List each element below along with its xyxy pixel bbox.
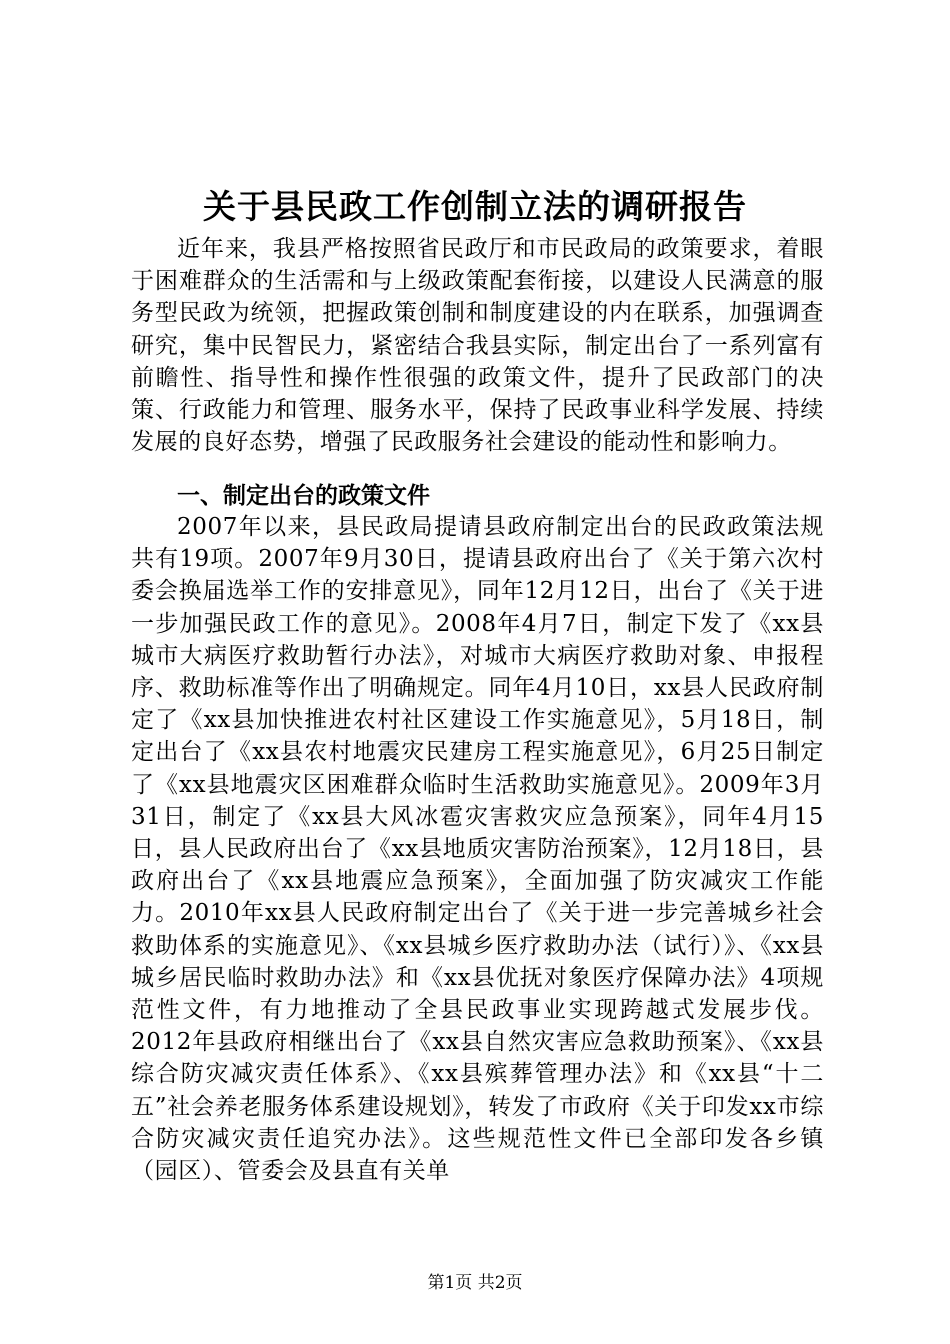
- intro-paragraph: 近年来，我县严格按照省民政厅和市民政局的政策要求，着眼于困难群众的生活需和与上级政策配套衔接，以建设人民满意的服务型民政为统领，把握政策创制和制度建设的内在联系，加强调查研究，集中民智民力，紧密结合我县实际，制定出台了一系列富有前瞻性、指导性和操作性很强的政策文件，提升了民政部门的决策、行政能力和管理、服务水平，保持了民政事业科学发展、持续发展的良好态势，增强了民政服务社会建设的能动性和影响力。: [131, 236, 824, 456]
- document-title: 关于县民政工作创制立法的调研报告: [203, 187, 747, 226]
- section-paragraph: 2007年以来，县民政局提请县政府制定出台的民政政策法规共有19项。2007年9月30日，提请县政府出台了《关于第六次村委会换届选举工作的安排意见》，同年12月12日，出台了《关于进一步加强民政工作的意见》。2008年4月7日，制定下发了《xx县城市大病医疗救助暂行办法》，对城市大病医疗救助对象、申报程序、救助标准等作出了明确规定。同年4月10日，xx县人民政府制定了《xx县加快推进农村社区建设工作实施意见》，5月18日，制定出台了《xx县农村地震灾民建房工程实施意见》，6月25日制定了《xx县地震灾区困难群众临时生活救助实施意见》。2009年3月31日，制定了《xx县大风冰雹灾害救灾应急预案》，同年4月15日，县人民政府出台了《xx县地质灾害防治预案》，12月18日，县政府出台了《xx县地震应急预案》，全面加强了防灾减灾工作能力。2010年xx县人民政府制定出台了《关于进一步完善城乡社会救助体系的实施意见》、《xx县城乡医疗救助办法（试行）》、《xx县城乡居民临时救助办法》和《xx县优抚对象医疗保障办法》4项规范性文件，有力地推动了全县民政事业实现跨越式发展步伐。2012年县政府相继出台了《xx县自然灾害应急救助预案》、《xx县综合防灾减灾责任体系》、《xx县殡葬管理办法》和《xx县“十二五”社会养老服务体系建设规划》，转发了市政府《关于印发xx市综合防灾减灾责任追究办法》。这些规范性文件已全部印发各乡镇（园区）、管委会及县直有关单: [131, 514, 824, 1185]
- section-heading: 一、制定出台的政策文件: [177, 483, 430, 509]
- page-number-footer: 第1页 共2页: [427, 1273, 523, 1293]
